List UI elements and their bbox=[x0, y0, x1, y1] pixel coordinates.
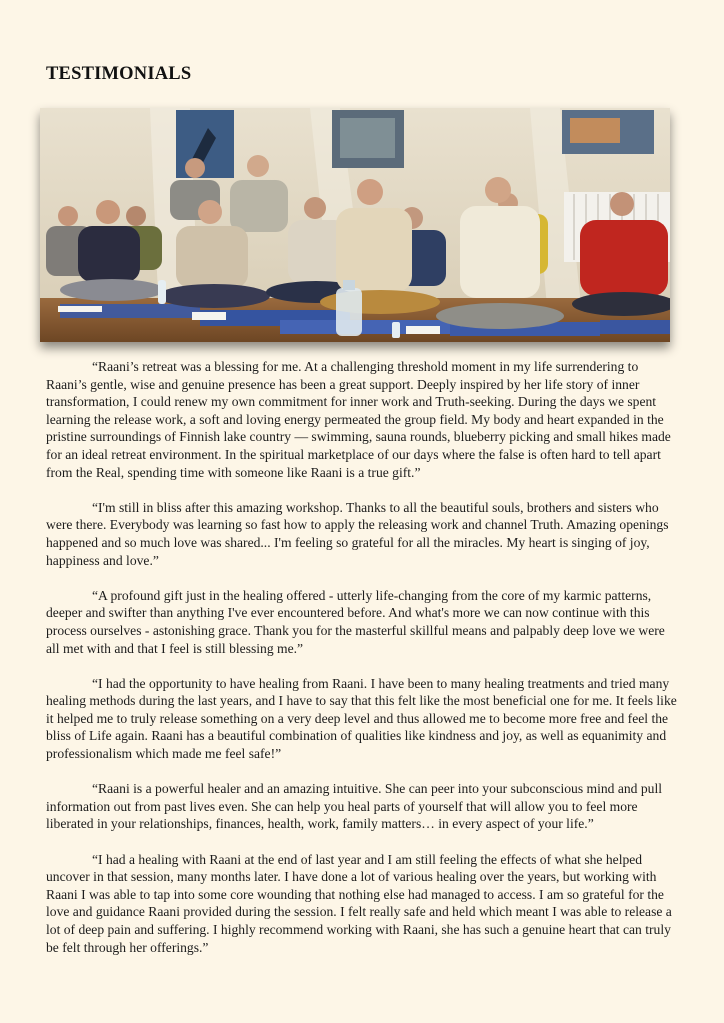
testimonial-quote: “A profound gift just in the healing offered - utterly life-changing from the core of my karmic patterns, deeper and swifter than anything I've ever encountered before. And what's more we can now continue with this process ourselves - astonishing grace. Thank you for the masterful skillful means and palpably deep love we were all met with and that I feel is still blessing me.” bbox=[46, 587, 665, 656]
testimonial-quote: “Raani’s retreat was a blessing for me. At a challenging threshold moment in my life surrendering to Raani’s gentle, wise and genuine presence has been a great support. Deeply inspired by her life story of inner transformation, I could renew my own commitment for inner work and Truth-seeking. During the days we spent learning the release work, a soft and loving energy permeated the group field. My body and heart expanded in the pristine surroundings of Finnish lake country — swimming, sauna rounds, blueberry picking and small hikes made for an ideal retreat environment. In the spiritual marketplace of our days where the false is often hard to tell apart from the Real, spending time with someone like Raani is a true gift.” bbox=[46, 359, 671, 480]
retreat-group-photo bbox=[40, 108, 670, 342]
testimonial-quote: “Raani is a powerful healer and an amazing intuitive. She can peer into your subconscious mind and pull information out from past lives even. She can help you heal parts of yourself that will allow you to feel more liberated in your relationships, finances, health, work, family matters… in every aspect of your life.” bbox=[46, 781, 663, 832]
testimonial-quote: “I'm still in bliss after this amazing workshop. Thanks to all the beautiful souls, brothers and sisters who were there. Everybody was learning so fast how to apply the releasing work and channel Truth. Amazing openings happened and so much love was shared... I'm feeling so grateful for all the miracles. My heart is singing of joy, happiness and love.” bbox=[46, 499, 669, 568]
page-title: TESTIMONIALS bbox=[46, 64, 192, 84]
testimonials-list bbox=[46, 358, 678, 974]
testimonial-quote: “I had a healing with Raani at the end of last year and I am still feeling the effects of what she helped uncover in that session, many months later. I have done a lot of various healing over the years, but working with Raani I was able to tap into some core wounding that nothing else had managed to access. I am so grateful for the love and guidance Raani provided during the session. I felt really safe and held which meant I was able to release a lot of deep pain and suffering. I highly recommend working with Raani, she has such a genuine heart that can truly be felt through her offerings.” bbox=[46, 851, 672, 955]
testimonial-quote: “I had the opportunity to have healing from Raani. I have been to many healing treatments and tried many healing methods during the last years, and I have to say that this felt like the most beneficial one for me. It feels like it helped me to truly release something on a very deep level and thus allowed me to become more free and feel the bliss of Life again. Raani has a beautiful combination of qualities like kindness and joy, as well as equanimity and professionalism which made me feel safe!” bbox=[46, 675, 677, 762]
